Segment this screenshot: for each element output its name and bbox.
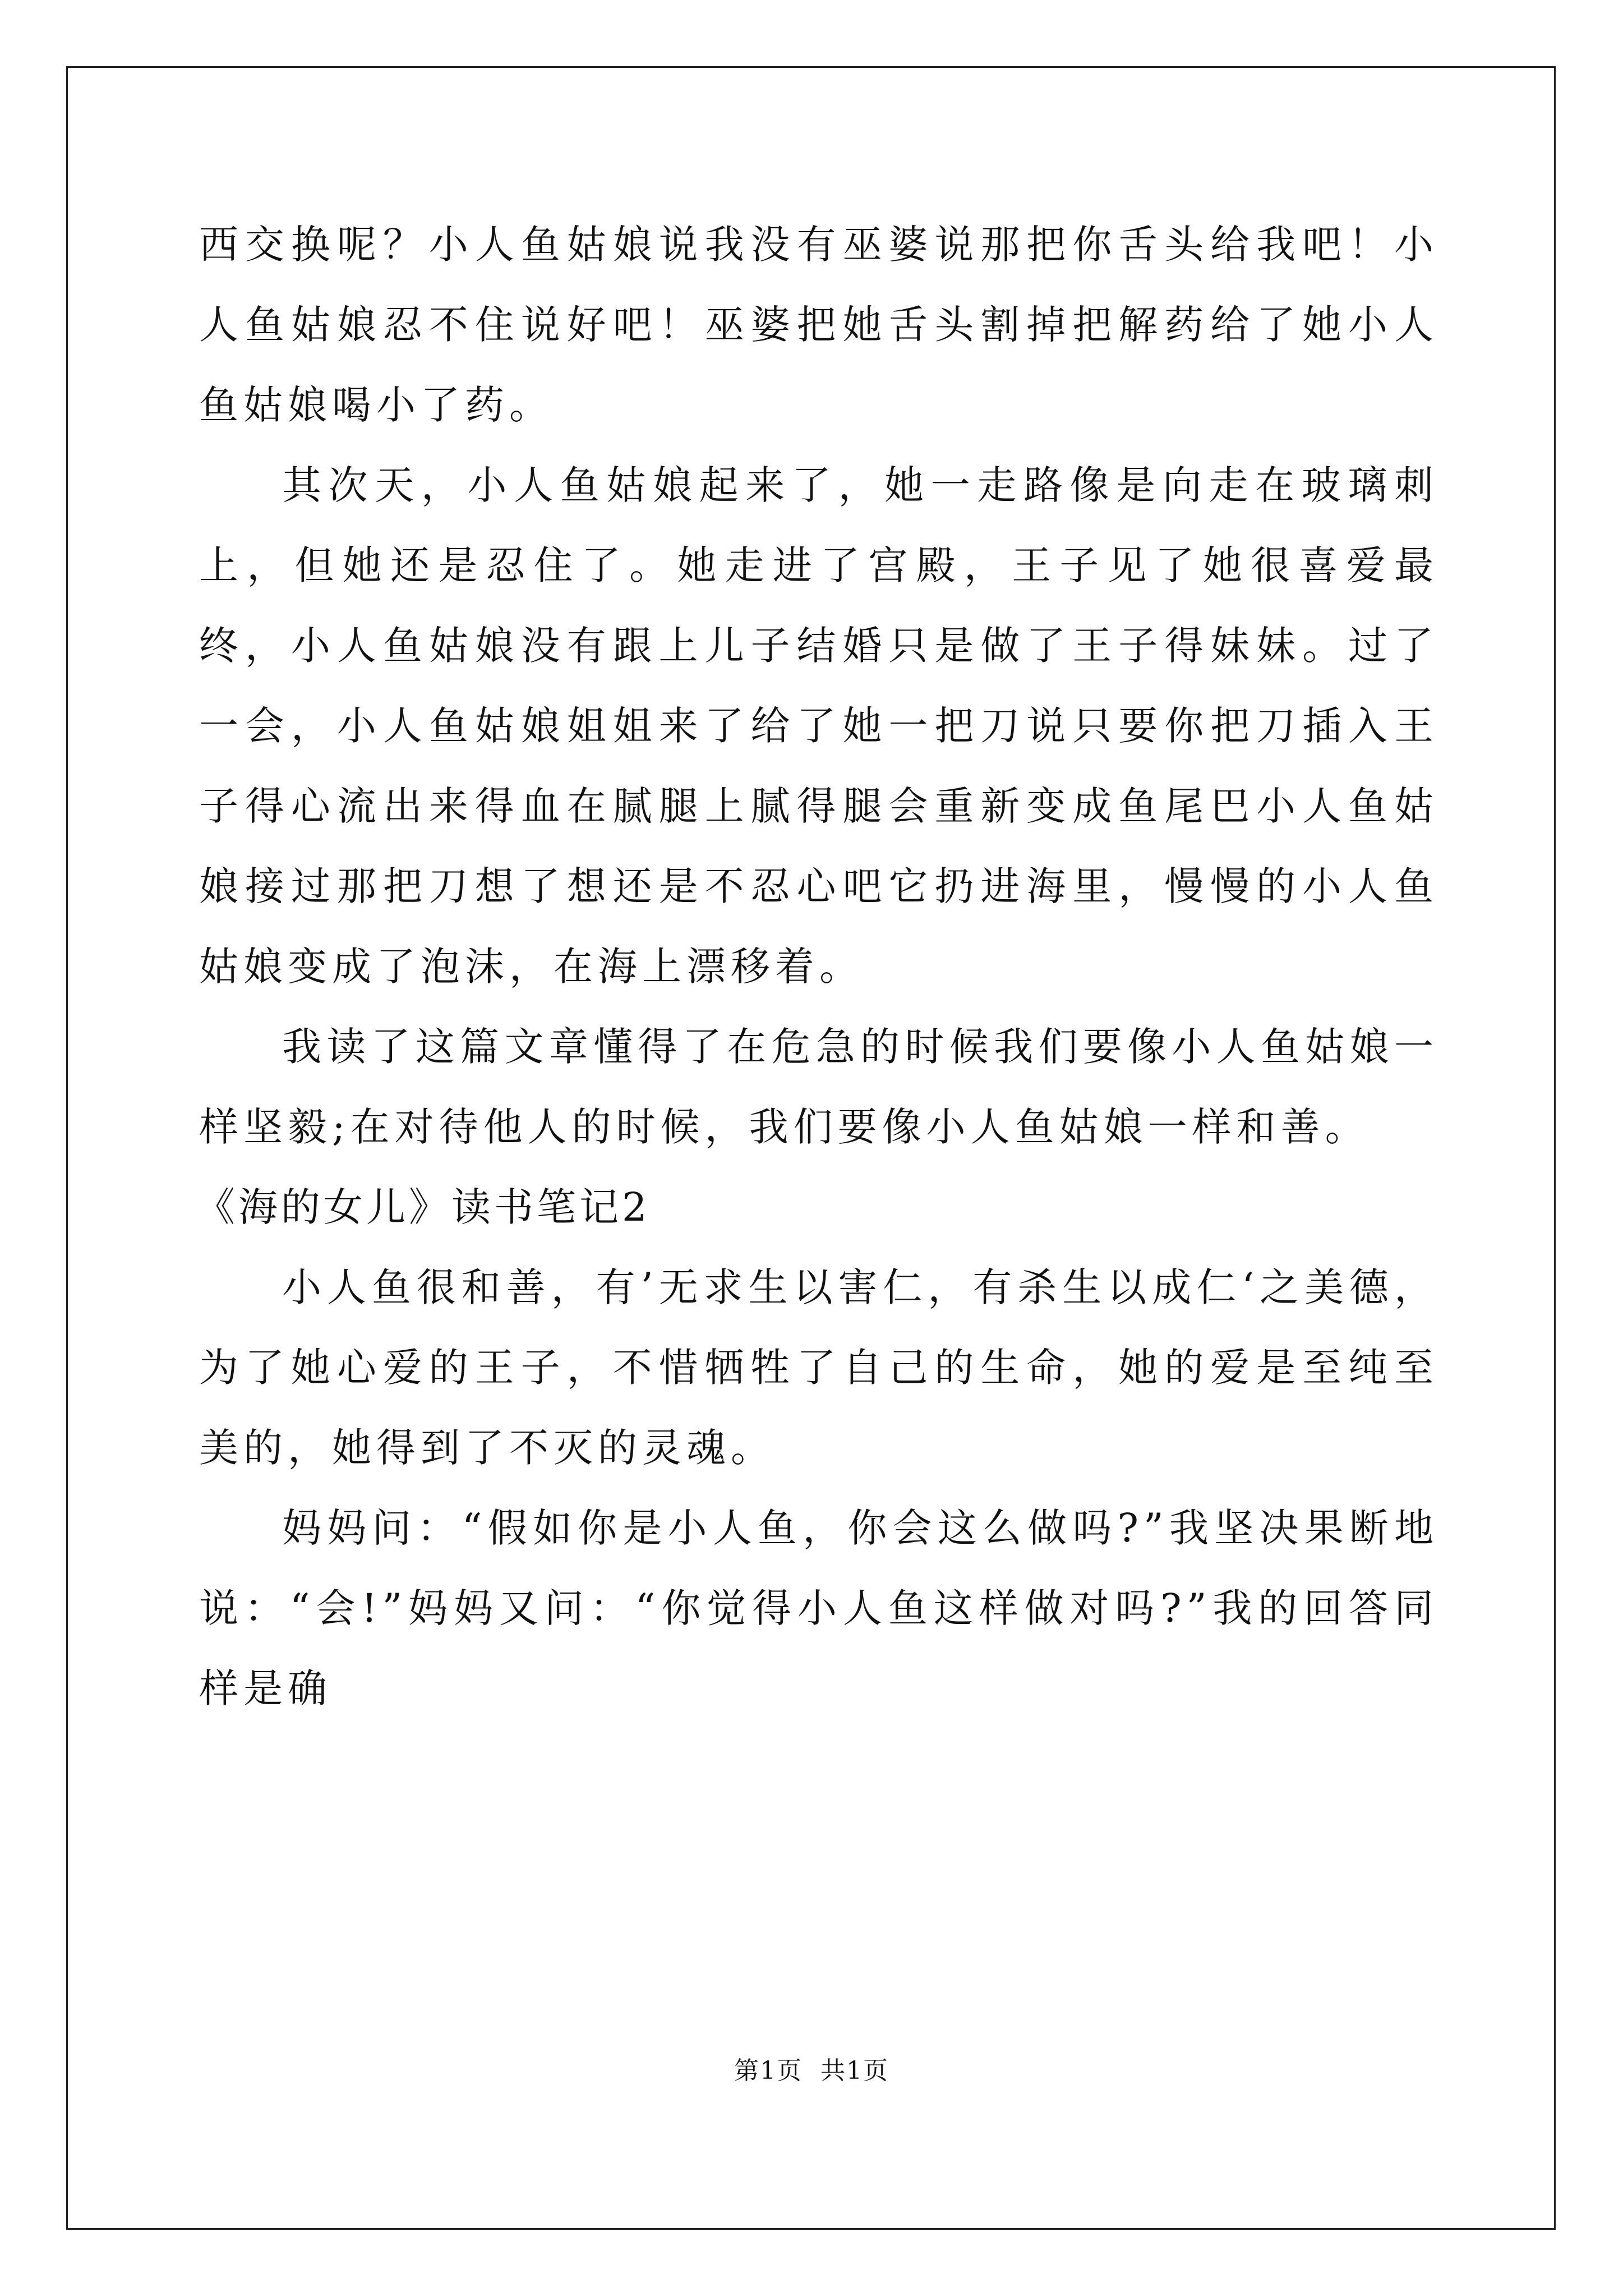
page-number: 第1页: [734, 2056, 803, 2085]
paragraph-4: 小人鱼很和善，有’无求生以害仁，有杀生以成仁‘之美德，为了她心爱的王子，不惜牺牲了自己的生命，她的爱是至纯至美的，她得到了不灭的灵魂。: [199, 1264, 1438, 1471]
document-body: [196, 205, 1438, 1729]
page-total: 共1页: [820, 2056, 889, 2085]
page-footer: [0, 2050, 1623, 2086]
section-heading: 《海的女儿》读书笔记2: [196, 1184, 651, 1230]
paragraph-3: 我读了这篇文章懂得了在危急的时候我们要像小人鱼姑娘一样坚毅;在对待他人的时候，我们要像小人鱼姑娘一样和善。: [199, 1024, 1438, 1150]
paragraph-1: 西交换呢？小人鱼姑娘说我没有巫婆说那把你舌头给我吧！小人鱼姑娘忍不住说好吧！巫婆把她舌头割掉把解药给了她小人鱼姑娘喝小了药。: [199, 222, 1438, 428]
paragraph-5: 妈妈问：“假如你是小人鱼，你会这么做吗?”我坚决果断地说：“会!”妈妈又问：“你觉得小人鱼这样做对吗?”我的回答同样是确: [199, 1505, 1438, 1711]
paragraph-2: 其次天，小人鱼姑娘起来了，她一走路像是向走在玻璃刺上，但她还是忍住了。她走进了宫殿，王子见了她很喜爱最终，小人鱼姑娘没有跟上儿子结婚只是做了王子得妹妹。过了一会，小人鱼姑娘姐姐来了给了她一把刀说只要你把刀插入王子得心流出来得血在腻腿上腻得腿会重新变成鱼尾巴小人鱼姑娘接过那把刀想了想还是不忍心吧它扔进海里，慢慢的小人鱼姑娘变成了泡沫，在海上漂移着。: [199, 462, 1438, 990]
